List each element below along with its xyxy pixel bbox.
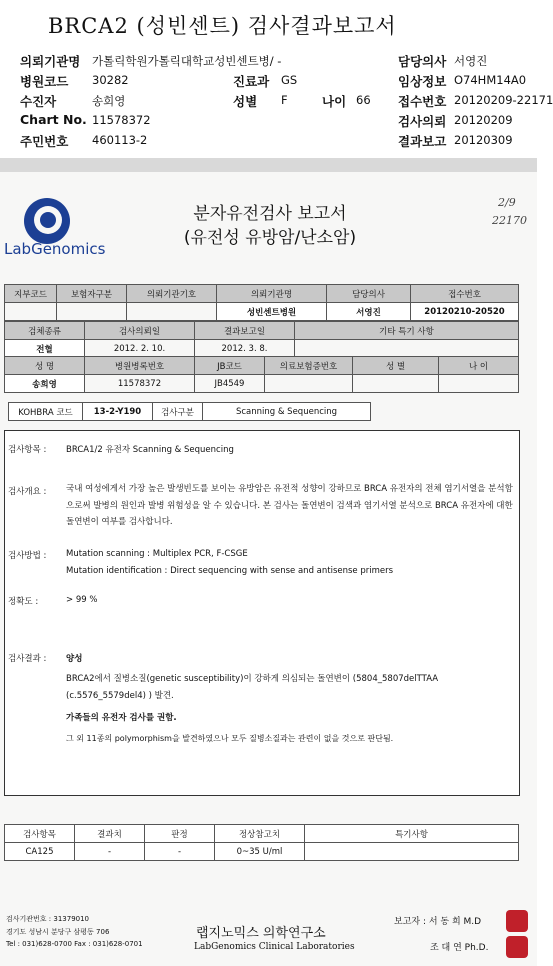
cell-header: 정상참고치 <box>215 825 305 843</box>
cell-header: 의료보험증번호 <box>265 357 353 375</box>
ca125-table <box>4 824 519 861</box>
result-line1: BRCA2에서 질병소질(genetic susceptibility)이 강하게 의심되는 돌연변이 (5804_5807delTTAA <box>66 674 439 684</box>
cell-header: 특기사항 <box>305 825 519 843</box>
cell-header: 의뢰기관명 <box>217 285 327 303</box>
report-title <box>150 202 390 250</box>
cell-value: 11578372 <box>85 375 195 393</box>
cell-header: 보험자구분 <box>57 285 127 303</box>
doctor-key: 담당의사 <box>398 54 447 69</box>
handwriting-2: 22170 <box>492 214 527 227</box>
category-value: Scanning & Sequencing <box>203 403 371 421</box>
hospital-code-value: 30282 <box>92 73 129 87</box>
info-table-1 <box>4 284 519 321</box>
divider <box>0 158 537 172</box>
cell-value <box>265 375 353 393</box>
cell-value: 송희영 <box>5 375 85 393</box>
clinical-info-value: O74HM14A0 <box>454 73 527 87</box>
cell-value <box>353 375 439 393</box>
lab-name-ko: 랩지노믹스 의학연구소 <box>196 926 326 941</box>
dept-value: GS <box>281 73 298 87</box>
footer-line3: Tel : 031)628-0700 Fax : 031)628-0701 <box>6 940 143 948</box>
cell-header: 검사항목 <box>5 825 75 843</box>
resident-no-value: 460113-2 <box>92 133 148 147</box>
cell-value: JB4549 <box>195 375 265 393</box>
cell-header: 병원병록번호 <box>85 357 195 375</box>
age-value: 66 <box>356 93 371 107</box>
cell-header: 지부코드 <box>5 285 57 303</box>
cell-header: 나 이 <box>439 357 519 375</box>
age-key: 나이 <box>322 94 347 109</box>
category-label: 검사구분 <box>153 403 203 421</box>
accuracy-label: 정확도 : <box>8 597 39 607</box>
cell-value <box>305 843 519 861</box>
logo-dot <box>40 212 56 228</box>
doctor-value: 서영진 <box>454 54 488 68</box>
footer-line1: 검사기관번호 : 31379010 <box>6 915 90 923</box>
result-line2: (c.5576_5579del4) ) 발견. <box>66 691 174 701</box>
request-date-key: 검사의뢰 <box>398 114 447 129</box>
handwriting-1: 2/9 <box>498 196 516 209</box>
seal-stamp-icon <box>506 936 528 958</box>
seal-stamp-icon <box>506 910 528 932</box>
cell-header: 기타 특기 사항 <box>295 322 519 340</box>
cell-value: - <box>145 843 215 861</box>
info-table-2 <box>4 321 519 358</box>
patient-value: 송희영 <box>92 94 126 108</box>
kohbra-table <box>8 402 371 421</box>
sex-value: F <box>281 93 288 107</box>
method-line1: Mutation scanning : Multiplex PCR, F-CSGE <box>66 549 248 559</box>
chart-no-key: Chart No. <box>20 112 87 127</box>
accuracy-value: > 99 % <box>66 595 98 605</box>
request-date-value: 20120209 <box>454 113 513 127</box>
cell-value: 2012. 3. 8. <box>195 340 295 358</box>
report-date-key: 결과보고 <box>398 134 447 149</box>
cell-value: 2012. 2. 10. <box>85 340 195 358</box>
overview-text: 국내 여성에게서 가장 높은 발생빈도를 보이는 유방암은 유전적 성향이 강하므로 BRCA 유전자의 전체 염기서열을 분석함으로써 발병의 원인과 발병 위험성을 알 수 있습니다. 본 검사는 돌연변이 검색과 염기서열 분석으로 BRCA 유전자에 대한 돌연변이 여부를 검사합니다. <box>66 484 513 527</box>
cell-value <box>57 303 127 321</box>
patient-key: 수진자 <box>20 94 57 109</box>
kohbra-code: 13-2-Y190 <box>83 403 153 421</box>
cell-value: - <box>75 843 145 861</box>
receipt-no-value: 20120209-22171 <box>454 93 553 107</box>
method-line2: Mutation identification : Direct sequencing with sense and antisense primers <box>66 566 394 576</box>
handwritten-note <box>492 194 527 230</box>
cell-header: 성 명 <box>5 357 85 375</box>
cell-value: 전혈 <box>5 340 85 358</box>
reporter-2: 조 대 연 Ph.D. <box>430 943 489 953</box>
receipt-no-key: 접수번호 <box>398 94 447 109</box>
result-label: 검사결과 : <box>8 654 47 664</box>
kohbra-label: KOHBRA 코드 <box>9 403 83 421</box>
page-title: BRCA2 (성빈센트) 검사결과보고서 <box>48 14 397 38</box>
institution-value: 가톨릭학원가톨릭대학교성빈센트병/ - <box>92 54 282 68</box>
resident-no-key: 주민번호 <box>20 134 69 149</box>
chart-no-value: 11578372 <box>92 113 151 127</box>
items-label: 검사항목 : <box>8 445 47 455</box>
cell-header: 의뢰기관기호 <box>127 285 217 303</box>
cell-value: 서영진 <box>327 303 411 321</box>
items-value: BRCA1/2 유전자 Scanning & Sequencing <box>66 445 234 455</box>
cell-header: 판정 <box>145 825 215 843</box>
dept-key: 진료과 <box>233 74 270 89</box>
cell-header: 검체종류 <box>5 322 85 340</box>
report-title-line1: 분자유전검사 보고서 <box>193 204 347 224</box>
logo-text: LabGenomics <box>4 240 106 258</box>
sex-key: 성별 <box>233 94 258 109</box>
method-label: 검사방법 : <box>8 551 47 561</box>
info-table-3 <box>4 356 519 393</box>
cell-value: 0~35 U/ml <box>215 843 305 861</box>
report-date-value: 20120309 <box>454 133 513 147</box>
cell-header: JB코드 <box>195 357 265 375</box>
cell-header: 검사의뢰일 <box>85 322 195 340</box>
cell-value <box>5 303 57 321</box>
overview-label: 검사개요 : <box>8 487 47 497</box>
result-heading: 양성 <box>66 654 83 664</box>
cell-header: 담당의사 <box>327 285 411 303</box>
result-line3: 가족들의 유전자 검사를 권함. <box>66 713 177 723</box>
cell-header: 성 별 <box>353 357 439 375</box>
cell-header: 접수번호 <box>411 285 519 303</box>
hospital-code-key: 병원코드 <box>20 74 69 89</box>
cell-value <box>439 375 519 393</box>
cell-value <box>295 340 519 358</box>
institution-key: 의뢰기관명 <box>20 54 81 69</box>
report-title-line2: (유전성 유방암/난소암) <box>183 228 357 248</box>
footer-line2: 경기도 성남시 분당구 삼평동 706 <box>6 928 110 936</box>
cell-value: CA125 <box>5 843 75 861</box>
cell-value <box>127 303 217 321</box>
cell-value: 성빈센트병원 <box>217 303 327 321</box>
result-line4: 그 외 11종의 polymorphism을 발견하였으나 모두 질병소질과는 관련이 없을 것으로 판단됨. <box>66 734 394 743</box>
lab-name-en: LabGenomics Clinical Laboratories <box>194 942 355 952</box>
reporter-1: 보고자 : 서 동 희 M.D <box>394 917 482 927</box>
cell-header: 결과치 <box>75 825 145 843</box>
cell-value: 20120210-20520 <box>411 303 519 321</box>
clinical-info-key: 임상정보 <box>398 74 447 89</box>
cell-header: 결과보고일 <box>195 322 295 340</box>
